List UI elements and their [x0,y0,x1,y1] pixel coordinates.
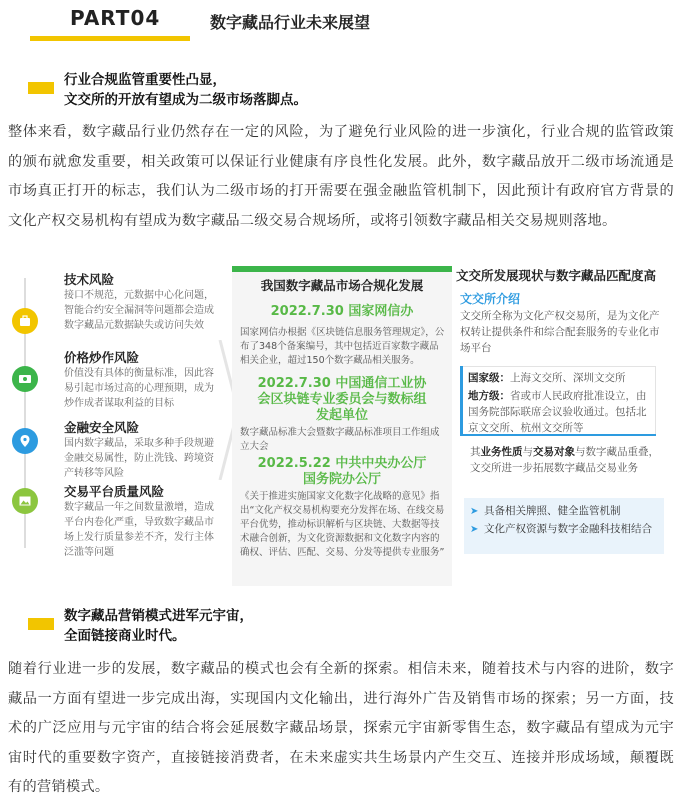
section1-line1: 行业合规监管重要性凸显， [64,72,226,88]
exchange-heading: 文交所发展现状与数字藏品匹配度高 [456,268,657,283]
arrow-icon: ➤ [470,524,479,535]
part-header [30,4,650,44]
section2-line1: 数字藏品营销模式进军元宇宙， [64,608,253,624]
advantage-item: 具备相关牌照、健全监管机制 [484,505,621,517]
exchange-match: 其业务性质与交易对象与数字藏品重叠，文交所进一步拓展数字藏品交易业务 [470,446,659,474]
timeline-date: 2022.5.22 中共中央办公厅国务院办公厅 [257,456,427,487]
part-label: PART04 [70,6,161,30]
risk-desc: 数字藏品一年之间数量激增，造成平台内卷化严重，导致数字藏品市场上发行质量参差不齐，发行主体泛滥等问题 [64,502,214,558]
bag-icon [12,308,38,334]
risk-title: 交易平台质量风险 [64,484,165,499]
money-icon [12,366,38,392]
exchange-intro: 文交所全称为文化产权交易所，是为文化产权转让提供条件和综合配套服务的专业化市场平台 [460,310,660,354]
section1-paragraph: 整体来看，数字藏品行业仍然存在一定的风险，为了避免行业风险的进一步演化，行业合规的监管政策的颁布就愈发重要，相关政策可以保证行业健康有序良性化发展。此外，数字藏品放开二级市场流通是市场真正打开的标志，我们认为二级市场的打开需要在强金融监管机制下，因此预计有政府官方背景的文化产权交易机构有望成为数字藏品二级交易合规场所，或将引领数字藏品相关交易规则落地。 [8,124,674,229]
advantage-list [464,498,664,554]
exchange-panel [456,266,670,566]
risk-desc: 接口不规范，元数据中心化问题，智能合约安全漏洞等问题都会造成数字藏品元数据缺失或访问失效 [64,290,214,331]
heading-bar [28,618,54,630]
heading-bar [28,82,54,94]
arrow-icon: ➤ [470,506,479,517]
section1-heading [28,68,648,108]
risk-list [6,268,221,568]
timeline-text: 《关于推进实施国家文化数字化战略的意见》指出“文化产权交易机构要充分发挥在场、在线交易平台优势，推动标识解析与区块链、大数据等技术融合创新，为文化资源数据和文化数字内容的确权、评估、匹配、交易、分发等提供专业服务” [240,491,445,558]
section2-paragraph: 随着行业进一步的发展，数字藏品的模式也会有全新的探索。相信未来，随着技术与内容的进阶，数字藏品一方面有望进一步完成出海，实现国内文化输出，进行海外广告及销售市场的探索；另一方面，技术的广泛应用与元宇宙的结合将会延展数字藏品场景，探索元宇宙新零售生态，数字藏品有望成为元宇宙时代的重要数字资产，直接链接消费者，在未来虚实共生场景内产生交互、连接并形成场域，颠覆既有的营销模式。 [8,661,674,795]
risk-desc: 价值没有具体的衡量标准，因此容易引起市场过高的心理预期，成为炒作成者谋取利益的目标 [64,368,214,409]
local-level: 地方级：省或市人民政府批准设立，由国务院部际联席会议验收通过。包括北京文交所、杭州文交所等 [468,390,647,434]
risk-title: 技术风险 [64,272,115,287]
location-icon [12,428,38,454]
risk-title: 金融安全风险 [64,420,140,435]
advantage-item: 文化产权资源与数字金融科技相结合 [484,523,652,535]
timeline-date: 2022.7.30 中国通信工业协会区块链专业委员会与数标组发起单位 [257,376,427,423]
timeline-heading: 我国数字藏品市场合规化发展 [260,278,424,293]
exchange-subtitle: 文交所介绍 [460,292,521,306]
timeline-text: 国家网信办根据《区块链信息服务管理规定》，公布了348个备案编号，其中包括近百家数字藏品相关企业，超过150个数字藏品相关服务。 [240,327,445,366]
part-title: 数字藏品行业未来展望 [210,13,371,32]
timeline-top-bar [232,266,452,272]
box-accent [460,366,463,436]
timeline-text: 数字藏品标准大会暨数字藏品标准项目工作组成立大会 [240,427,440,452]
national-level: 国家级：上海文交所、深圳文交所 [468,372,626,384]
risk-title: 价格炒作风险 [64,350,140,365]
compliance-timeline [232,266,452,586]
image-icon [12,488,38,514]
section1-line2: 文交所的开放有望成为二级市场落脚点。 [64,92,307,108]
section2-line2: 全面链接商业时代。 [64,628,186,644]
exchange-levels-box [460,366,656,436]
header-underline [30,36,190,41]
timeline-date: 2022.7.30 国家网信办 [270,304,414,319]
risk-desc: 国内数字藏品，采取多种手段规避金融交易属性，防止洗钱、跨境资产转移等风险 [64,438,214,479]
section2-heading [28,604,648,644]
